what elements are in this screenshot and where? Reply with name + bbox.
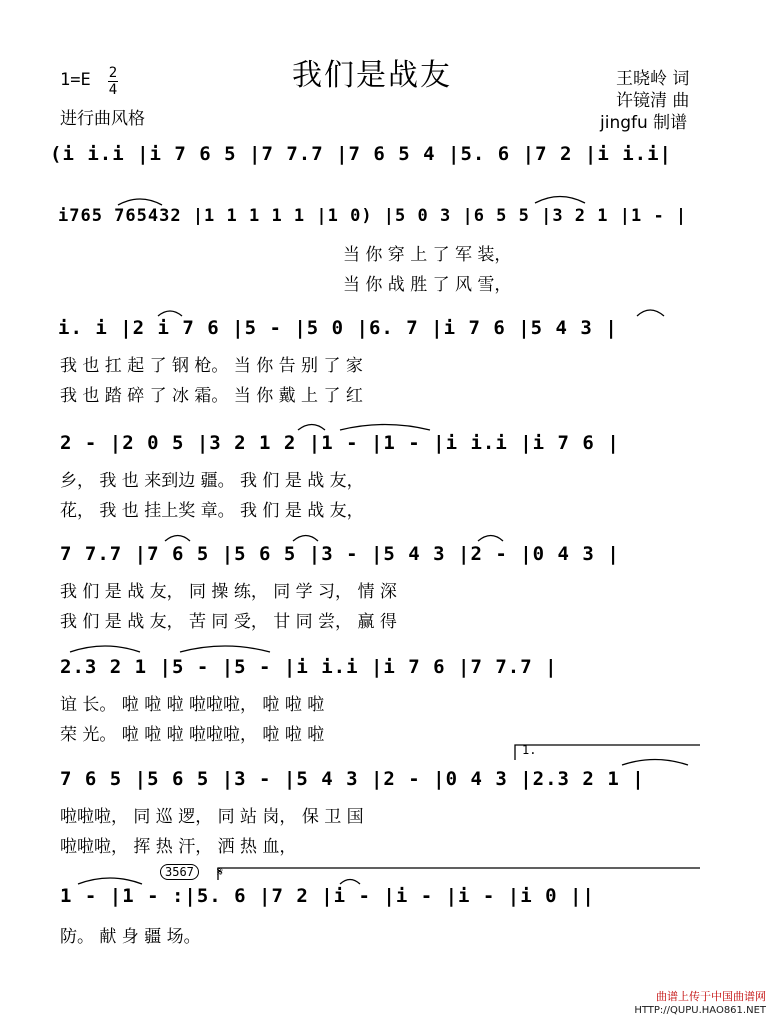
notation-row-1: (i i.i |i 7 6 5 |7 7.7 |7 6 5 4 |5. 6 |7 2 |i i.i| — [50, 143, 672, 165]
slur-row-2a — [118, 199, 162, 205]
second-ending-bracket — [218, 868, 700, 880]
notation-row-8: 1 - |1 - :|5. 6 |7 2 |i - |i - |i - |i 0 || — [60, 885, 595, 907]
lyric-row-2-verse-2: 当 你 战 胜 了 风 雪， — [343, 275, 512, 295]
meter-top: 2 — [108, 65, 118, 81]
lyric-row-4-verse-2: 花， 我 也 挂上奖 章。 我 们 是 战 友， — [60, 501, 364, 521]
slur-row-6b — [180, 646, 270, 652]
lyric-row-5-verse-1: 我 们 是 战 友， 同 操 练， 同 学 习， 情 深 — [60, 582, 397, 602]
lyric-row-3-verse-1: 我 也 扛 起 了 钢 枪。 当 你 告 别 了 家 — [60, 356, 363, 376]
repeat-ending-label: 3567 — [160, 864, 199, 880]
lyric-row-7-verse-2: 啦啦啦， 挥 热 汗， 洒 热 血， — [60, 837, 297, 857]
slur-row-5b — [293, 536, 318, 542]
composer-credit: 许镜清 曲 — [616, 91, 690, 111]
slur-row-3a — [158, 311, 182, 316]
transcriber-credit: jingfu 制谱 — [600, 113, 688, 133]
watermark-line-1: 曲谱上传于中国曲谱网 — [656, 990, 766, 1003]
lyric-row-8-verse-1: 防。 献 身 疆 场。 — [60, 927, 201, 947]
notation-row-2: i765 765432 |1 1 1 1 1 |1 0) |5 0 3 |6 5 5 |3 2 1 |1 - | — [58, 206, 688, 226]
lyric-row-3-verse-2: 我 也 踏 碎 了 冰 霜。 当 你 戴 上 了 红 — [60, 386, 363, 406]
notation-row-4: 2 - |2 0 5 |3 2 1 2 |1 - |1 - |i i.i |i 7 6 | — [60, 432, 620, 454]
lyric-row-4-verse-1: 乡， 我 也 来到边 疆。 我 们 是 战 友， — [60, 471, 364, 491]
slur-row-4a — [298, 425, 325, 431]
notation-row-7: 7 6 5 |5 6 5 |3 - |5 4 3 |2 - |0 4 3 |2.3 2 1 | — [60, 768, 645, 790]
slur-row-2b — [535, 197, 585, 204]
first-ending-marker: 1. — [522, 743, 537, 757]
lyric-row-6-verse-2: 荣 光。 啦 啦 啦 啦啦啦， 啦 啦 啦 — [60, 725, 325, 745]
lyric-row-6-verse-1: 谊 长。 啦 啦 啦 啦啦啦， 啦 啦 啦 — [60, 695, 325, 715]
notation-row-6: 2.3 2 1 |5 - |5 - |i i.i |i 7 6 |7 7.7 | — [60, 656, 558, 678]
notation-row-5: 7 7.7 |7 6 5 |5 6 5 |3 - |5 4 3 |2 - |0 4 3 | — [60, 543, 620, 565]
slur-row-4b — [340, 425, 430, 431]
lyric-row-2-verse-1: 当 你 穿 上 了 军 装， — [343, 245, 512, 265]
lyric-row-7-verse-1: 啦啦啦， 同 巡 逻， 同 站 岗， 保 卫 国 — [60, 807, 364, 827]
key-signature: 1=E — [60, 70, 91, 90]
watermark-line-2: HTTP://QUPU.HAO861.NET — [634, 1005, 766, 1016]
meter-bottom: 4 — [108, 82, 118, 98]
slur-row-5c — [478, 536, 503, 542]
slur-row-5a — [165, 536, 190, 542]
notation-row-3: i. i |2 i 7 6 |5 - |5 0 |6. 7 |i 7 6 |5 4 3 | — [58, 317, 618, 339]
segno-marker: 𝄋 — [217, 864, 224, 880]
style-marking: 进行曲风格 — [60, 109, 145, 129]
song-title: 我们是战友 — [292, 58, 452, 93]
slur-row-8a — [78, 878, 142, 884]
first-ending-bracket — [515, 745, 700, 760]
time-signature — [108, 66, 118, 97]
watermark — [634, 990, 766, 1018]
slur-row-6a — [70, 646, 140, 652]
slur-row-8b — [340, 880, 360, 885]
slur-row-7a — [622, 760, 688, 766]
lyricist-credit: 王晓岭 词 — [616, 69, 690, 89]
slur-row-3b — [637, 310, 664, 316]
lyric-row-5-verse-2: 我 们 是 战 友， 苦 同 受， 甘 同 尝， 赢 得 — [60, 612, 397, 632]
